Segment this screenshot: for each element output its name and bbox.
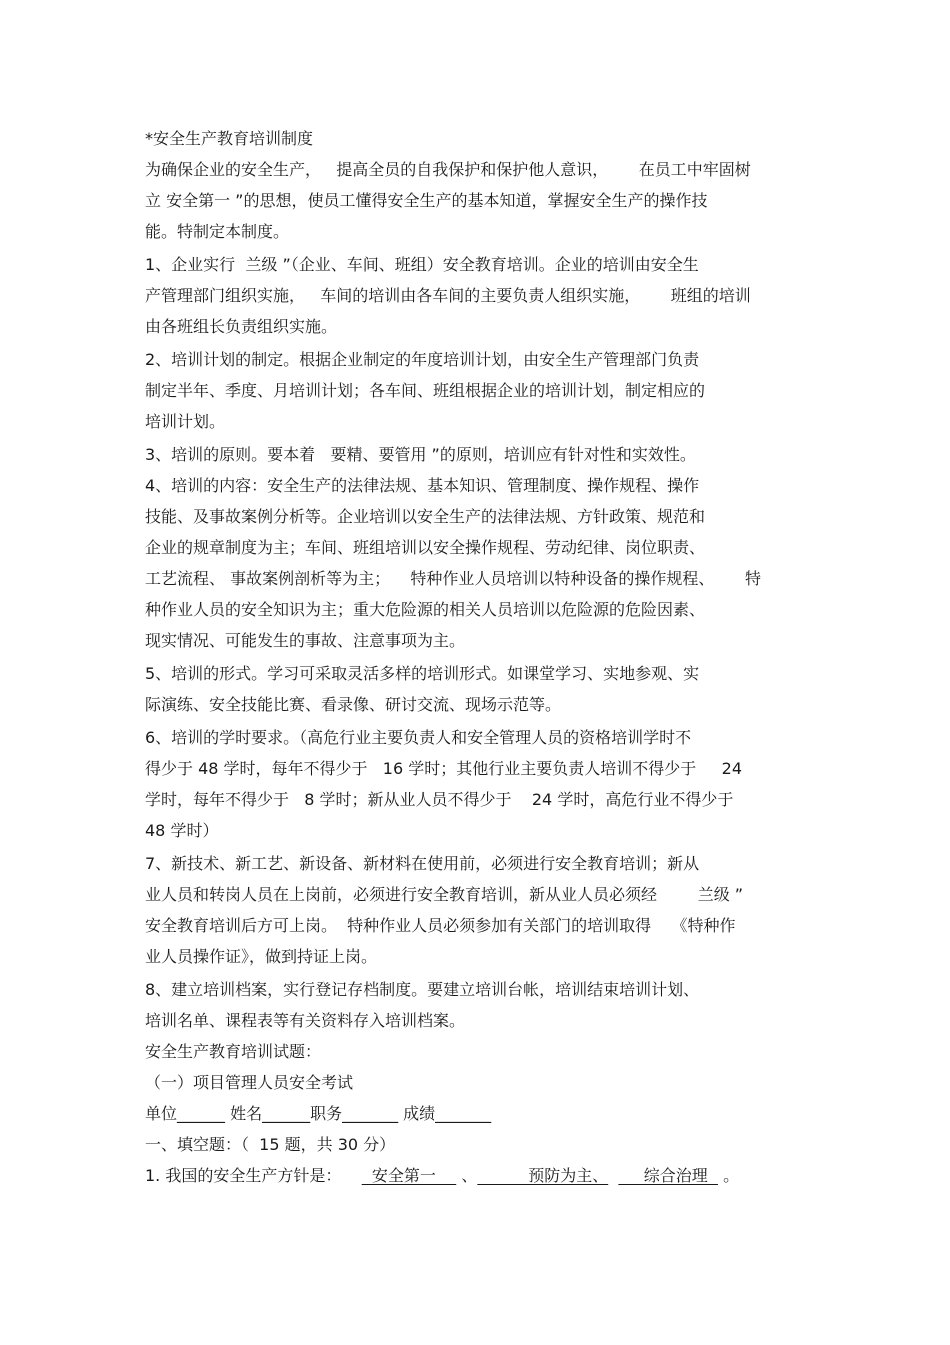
paragraph-line: 6、培训的学时要求。（高危行业主要负责人和安全管理人员的资格培训学时不 xyxy=(145,728,692,747)
paragraph-line: 立 安全第一 ”的思想，使员工懂得安全生产的基本知道，掌握安全生产的操作技 xyxy=(145,191,708,210)
paragraph-line: 制定半年、季度、月培训计划；各车间、班组根据企业的培训计划，制定相应的 xyxy=(145,381,706,400)
paragraph-line: 现实情况、可能发生的事故、注意事项为主。 xyxy=(145,631,466,650)
section-heading: 安全生产教育培训试题： xyxy=(145,1042,322,1061)
question-1-prefix: 1. 我国的安全生产方针是： xyxy=(145,1166,362,1185)
answer-blank-2: 预防为主、 xyxy=(477,1166,609,1185)
paragraph-line: 3、培训的原则。要本着 要精、要管用 ”的原则，培训应有针对性和实效性。 xyxy=(145,445,696,464)
paragraph-line: 由各班组长负责组织实施。 xyxy=(145,317,338,336)
paragraph-line: 培训计划。 xyxy=(145,412,226,431)
paragraph-line: 企业的规章制度为主；车间、班组培训以安全操作规程、劳动纪律、岗位职责、 xyxy=(145,538,706,557)
doc-title: *安全生产教育培训制度 xyxy=(145,129,314,148)
question-1-separator: 、 xyxy=(456,1166,478,1185)
exam-info-fields: 单位______ 姓名______职务_______ 成绩_______ xyxy=(145,1104,492,1123)
answer-blank-1: 安全第一 xyxy=(361,1166,457,1185)
exam-title: （一）项目管理人员安全考试 xyxy=(145,1073,354,1092)
paragraph-line: 5、培训的形式。学习可采取灵活多样的培训形式。如课堂学习、实地参观、实 xyxy=(145,664,700,683)
paragraph-line: 培训名单、课程表等有关资料存入培训档案。 xyxy=(145,1011,466,1030)
question-1-separator xyxy=(608,1166,618,1185)
paragraph-line: 4、培训的内容：安全生产的法律法规、基本知识、管理制度、操作规程、操作 xyxy=(145,476,700,495)
paragraph-line: 8、建立培训档案，实行登记存档制度。要建立培训台帐，培训结束培训计划、 xyxy=(145,980,700,999)
paragraph-line: 学时，每年不得少于 8 学时；新从业人员不得少于 24 学时，高危行业不得少于 xyxy=(145,790,734,809)
document-body xyxy=(145,123,825,1191)
paragraph-line: 1、企业实行 兰级 ”（企业、车间、班组）安全教育培训。企业的培训由安全生 xyxy=(145,255,699,274)
paragraph-line: 安全教育培训后方可上岗。 特种作业人员必须参加有关部门的培训取得 《特种作 xyxy=(145,916,736,935)
paragraph-line: 技能、及事故案例分析等。企业培训以安全生产的法律法规、方针政策、规范和 xyxy=(145,507,706,526)
paragraph-line: 际演练、安全技能比赛、看录像、研讨交流、现场示范等。 xyxy=(145,695,562,714)
paragraph-line: 产管理部门组织实施， 车间的培训由各车间的主要负责人组织实施， 班组的培训 xyxy=(145,286,751,305)
fill-blank-heading: 一、填空题：（ 15 题，共 30 分） xyxy=(145,1135,396,1154)
paragraph-line: 7、新技术、新工艺、新设备、新材料在使用前，必须进行安全教育培训；新从 xyxy=(145,854,700,873)
question-1-suffix: 。 xyxy=(717,1166,740,1185)
paragraph-line: 业人员操作证》，做到持证上岗。 xyxy=(145,947,378,966)
paragraph-line: 业人员和转岗人员在上岗前，必须进行安全教育培训，新从业人员必须经 兰级 ” xyxy=(145,885,744,904)
paragraph-line: 得少于 48 学时，每年不得少于 16 学时；其他行业主要负责人培训不得少于 24 xyxy=(145,759,743,778)
paragraph-line: 为确保企业的安全生产， 提高全员的自我保护和保护他人意识， 在员工中牢固树 xyxy=(145,160,751,179)
paragraph-line: 种作业人员的安全知识为主；重大危险源的相关人员培训以危险源的危险因素、 xyxy=(145,600,706,619)
paragraph-line: 2、培训计划的制定。根据企业制定的年度培训计划，由安全生产管理部门负责 xyxy=(145,350,700,369)
paragraph-line: 工艺流程、 事故案例剖析等为主； 特种作业人员培训以特种设备的操作规程、 特 xyxy=(145,569,761,588)
question-1 xyxy=(145,1160,825,1191)
paragraph-line: 48 学时） xyxy=(145,821,219,840)
answer-blank-3: 综合治理 xyxy=(618,1166,718,1185)
paragraph-line: 能。特制定本制度。 xyxy=(145,222,290,241)
